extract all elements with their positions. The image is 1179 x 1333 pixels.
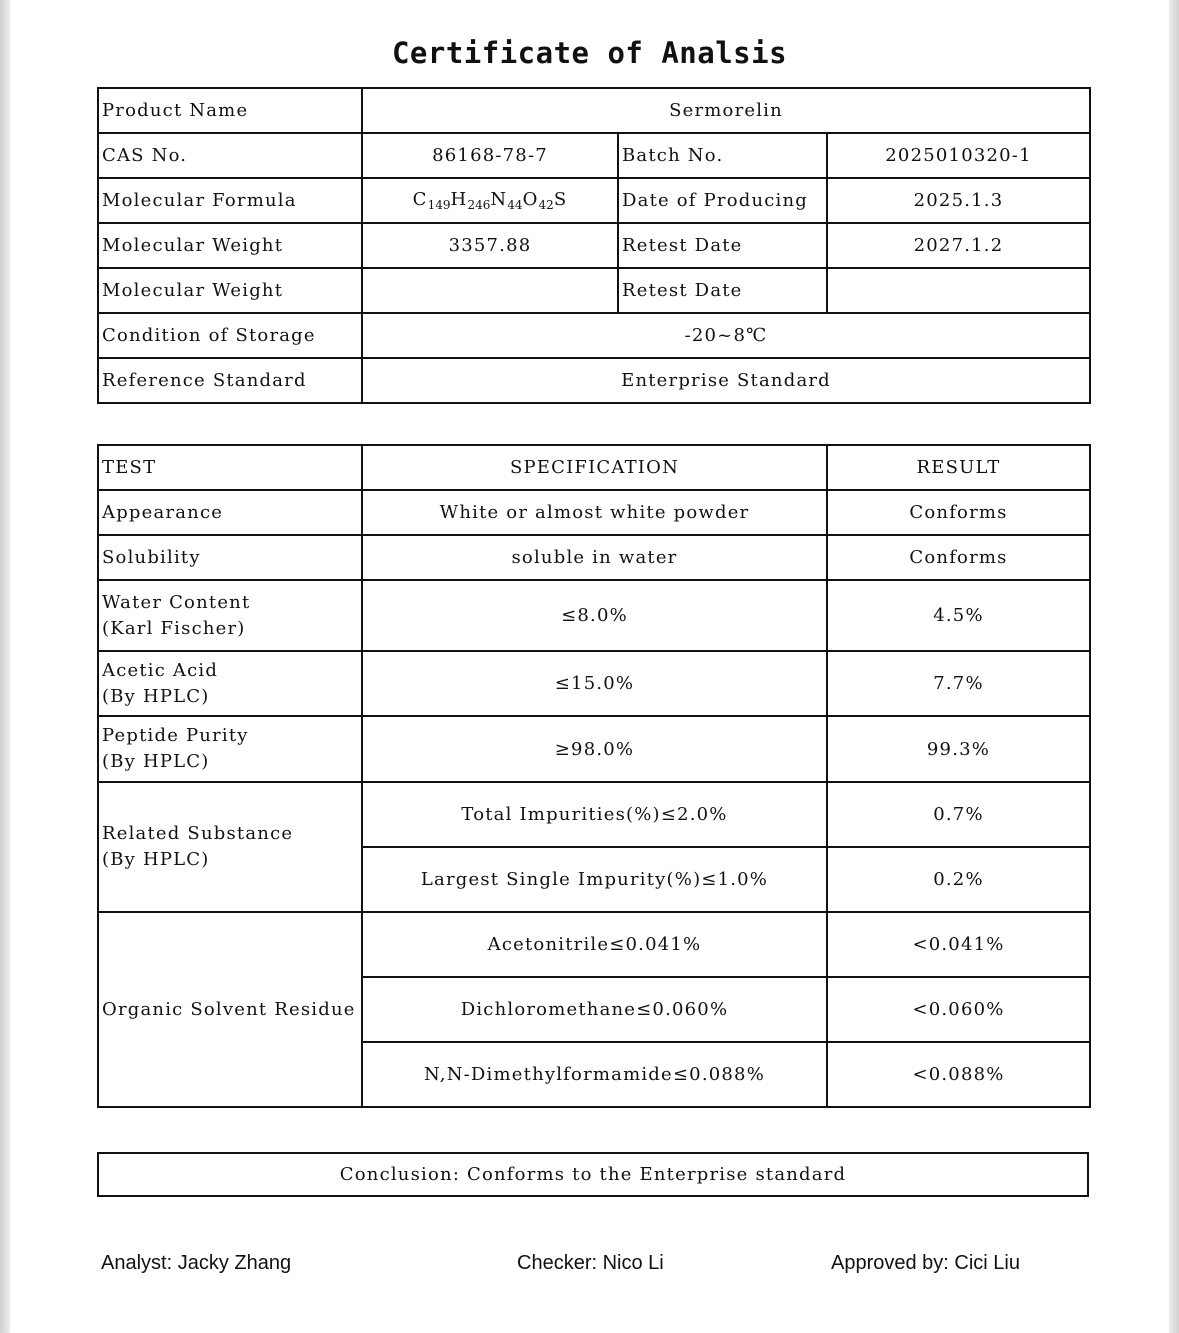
total-impurities-spec: Total Impurities(%)≤2.0% (362, 782, 827, 847)
formula-element-h: H (450, 189, 468, 210)
cas-value: 86168-78-7 (362, 133, 618, 178)
approved-by-signature: Approved by: Cici Liu (831, 1252, 1020, 1274)
dimethylformamide-result: <0.088% (827, 1042, 1090, 1107)
conclusion-box: Conclusion: Conforms to the Enterprise standard (97, 1152, 1089, 1197)
formula-element-o: O (522, 189, 539, 210)
related-substance-label-line-2: (By HPLC) (102, 849, 210, 870)
formula-subscript-h: 246 (467, 198, 491, 212)
formula-subscript-c: 149 (427, 198, 451, 212)
molecular-weight-value: 3357.88 (362, 223, 618, 268)
formula-label: Molecular Formula (98, 178, 362, 223)
dichloromethane-spec: Dichloromethane≤0.060% (362, 977, 827, 1042)
total-impurities-result: 0.7% (827, 782, 1090, 847)
largest-single-impurity-result: 0.2% (827, 847, 1090, 912)
water-content-label-line-1: Water Content (102, 591, 251, 613)
table-row (98, 313, 1090, 358)
header-specification: SPECIFICATION (362, 445, 827, 490)
water-content-label (98, 580, 362, 651)
peptide-purity-result: 99.3% (827, 716, 1090, 782)
appearance-spec: White or almost white powder (362, 490, 827, 535)
table-header-row (98, 445, 1090, 490)
page-shadow-left (0, 0, 10, 1333)
formula-subscript-n: 44 (507, 198, 523, 212)
acetic-acid-label-line-1: Acetic Acid (102, 659, 219, 681)
table-row (98, 223, 1090, 268)
retest-date-value: 2027.1.2 (827, 223, 1090, 268)
acetic-acid-label (98, 651, 362, 716)
date-producing-value: 2025.1.3 (827, 178, 1090, 223)
batch-value: 2025010320-1 (827, 133, 1090, 178)
organic-solvent-residue-label: Organic Solvent Residue (98, 912, 362, 1107)
cas-label: CAS No. (98, 133, 362, 178)
related-substance-label (98, 782, 362, 912)
batch-label: Batch No. (618, 133, 827, 178)
storage-label: Condition of Storage (98, 313, 362, 358)
table-row (98, 178, 1090, 223)
molecular-weight-label-2: Molecular Weight (98, 268, 362, 313)
header-result: RESULT (827, 445, 1090, 490)
date-producing-label: Date of Producing (618, 178, 827, 223)
storage-value: -20~8℃ (362, 313, 1090, 358)
formula-element-n: N (490, 189, 508, 210)
acetonitrile-spec: Acetonitrile≤0.041% (362, 912, 827, 977)
appearance-result: Conforms (827, 490, 1090, 535)
largest-single-impurity-spec: Largest Single Impurity(%)≤1.0% (362, 847, 827, 912)
solubility-result: Conforms (827, 535, 1090, 580)
formula-element-s: S (553, 189, 568, 210)
retest-date-label-2: Retest Date (618, 268, 827, 313)
page-shadow-right (1169, 0, 1179, 1333)
table-row (98, 716, 1090, 782)
reference-standard-value: Enterprise Standard (362, 358, 1090, 403)
table-row (98, 535, 1090, 580)
appearance-label: Appearance (98, 490, 362, 535)
peptide-purity-spec: ≥98.0% (362, 716, 827, 782)
reference-standard-label: Reference Standard (98, 358, 362, 403)
water-content-label-line-2: (Karl Fischer) (102, 617, 246, 639)
formula-value (362, 178, 618, 223)
solubility-label: Solubility (98, 535, 362, 580)
acetic-acid-result: 7.7% (827, 651, 1090, 716)
table-row (98, 782, 1090, 847)
table-row (98, 133, 1090, 178)
checker-signature: Checker: Nico Li (517, 1252, 664, 1274)
solubility-spec: soluble in water (362, 535, 827, 580)
dichloromethane-result: <0.060% (827, 977, 1090, 1042)
formula-subscript-o: 42 (538, 198, 554, 212)
related-substance-label-line-1: Related Substance (102, 823, 294, 844)
retest-date-value-2 (827, 268, 1090, 313)
table-row (98, 490, 1090, 535)
table-row (98, 358, 1090, 403)
dimethylformamide-spec: N,N-Dimethylformamide≤0.088% (362, 1042, 827, 1107)
product-info-table (97, 87, 1091, 404)
acetic-acid-label-line-2: (By HPLC) (102, 685, 210, 707)
peptide-purity-label-line-1: Peptide Purity (102, 725, 249, 746)
table-row (98, 88, 1090, 133)
document-title: Certificate of Analsis (391, 36, 788, 70)
table-row (98, 912, 1090, 977)
header-test: TEST (98, 445, 362, 490)
water-content-result: 4.5% (827, 580, 1090, 651)
analyst-signature: Analyst: Jacky Zhang (101, 1252, 292, 1274)
retest-date-label: Retest Date (618, 223, 827, 268)
table-row (98, 580, 1090, 651)
molecular-weight-label: Molecular Weight (98, 223, 362, 268)
test-results-table (97, 444, 1091, 1108)
acetonitrile-result: <0.041% (827, 912, 1090, 977)
table-row (98, 268, 1090, 313)
table-row (98, 651, 1090, 716)
product-name-label: Product Name (98, 88, 362, 133)
formula-element-c: C (412, 189, 428, 210)
molecular-weight-value-2 (362, 268, 618, 313)
water-content-spec: ≤8.0% (362, 580, 827, 651)
peptide-purity-label-line-2: (By HPLC) (102, 751, 210, 772)
product-name-value: Sermorelin (362, 88, 1090, 133)
acetic-acid-spec: ≤15.0% (362, 651, 827, 716)
peptide-purity-label (98, 716, 362, 782)
